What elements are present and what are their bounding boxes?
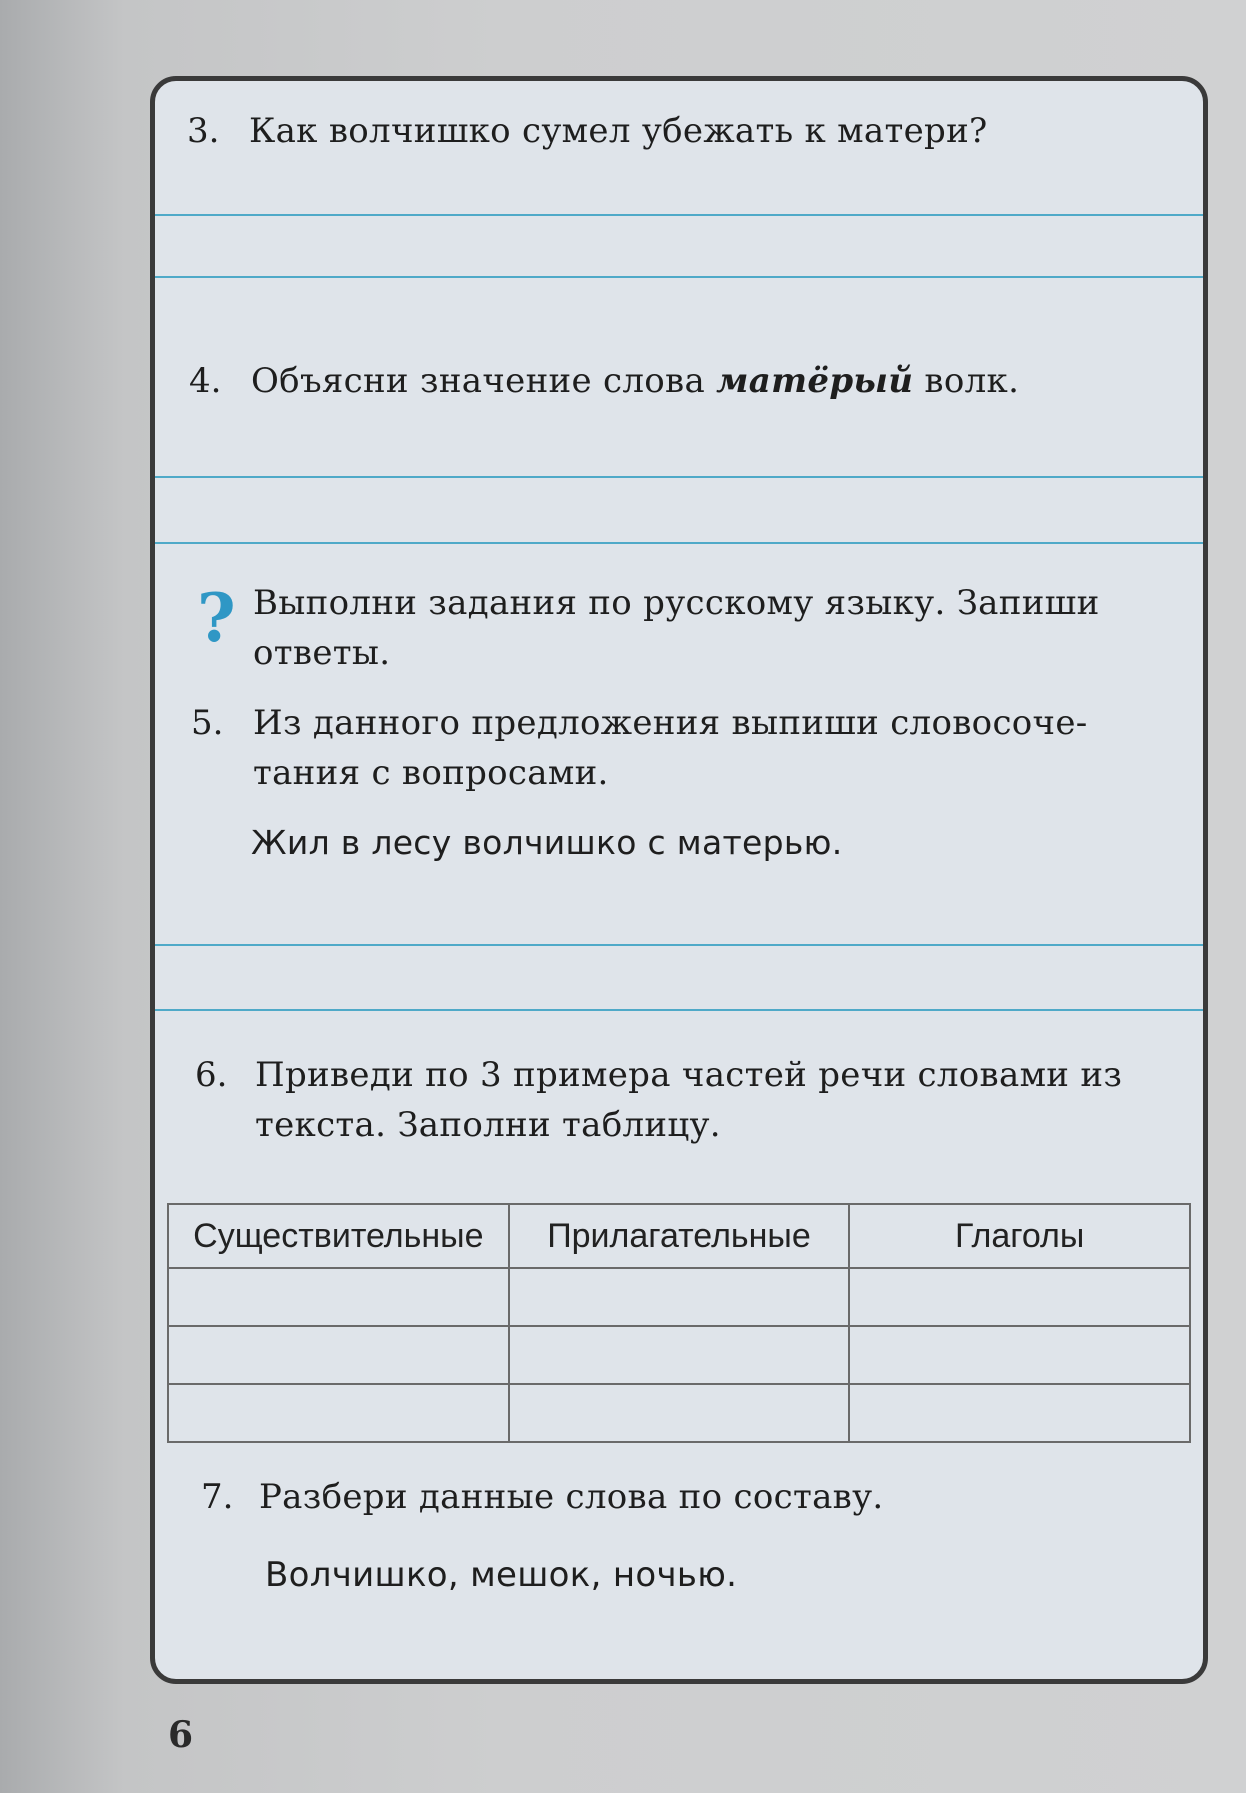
- answer-line[interactable]: [155, 276, 1203, 278]
- answer-line[interactable]: [155, 214, 1203, 216]
- task-7-number: 7.: [201, 1477, 234, 1517]
- table-cell[interactable]: [509, 1326, 850, 1384]
- column-header-adjectives: Прилагательные: [509, 1204, 850, 1268]
- table-cell[interactable]: [168, 1326, 509, 1384]
- task-6-line-2: текста. Заполни таблицу.: [255, 1105, 721, 1145]
- info-line-1: Выполни задания по русскому языку. Запиши: [253, 583, 1100, 623]
- answer-line[interactable]: [155, 944, 1203, 946]
- task-4-text-end: волк.: [913, 361, 1020, 401]
- table-row: [168, 1268, 1190, 1326]
- task-4-emphasized-word: матёрый: [716, 361, 914, 401]
- worksheet-card: [150, 76, 1208, 1684]
- task-6-line-1: Приведи по 3 примера частей речи словами из: [255, 1055, 1123, 1095]
- table-cell[interactable]: [849, 1326, 1190, 1384]
- task-5-line-1: Из данного предложения выпиши словосоче-: [253, 703, 1088, 743]
- task-4-text-start: Объясни значение слова: [251, 361, 717, 401]
- table-cell[interactable]: [849, 1384, 1190, 1442]
- answer-line[interactable]: [155, 542, 1203, 544]
- task-5-line-2: тания с вопросами.: [253, 753, 609, 793]
- info-line-2: ответы.: [253, 633, 391, 673]
- table-cell[interactable]: [509, 1268, 850, 1326]
- task-7-text: Разбери данные слова по составу.: [259, 1477, 884, 1517]
- table-cell[interactable]: [168, 1384, 509, 1442]
- table-cell[interactable]: [168, 1268, 509, 1326]
- task-5-sentence: Жил в лесу волчишко с матерью.: [251, 823, 843, 862]
- task-6-number: 6.: [195, 1055, 228, 1095]
- table-cell[interactable]: [509, 1384, 850, 1442]
- parts-of-speech-table: [167, 1203, 1191, 1443]
- task-3-text: Как волчишко сумел убежать к матери?: [249, 111, 988, 151]
- task-7-words: Волчишко, мешок, ночью.: [265, 1555, 738, 1595]
- table-row: [168, 1326, 1190, 1384]
- column-header-nouns: Существительные: [168, 1204, 509, 1268]
- table-row: [168, 1384, 1190, 1442]
- page-number: 6: [168, 1714, 194, 1756]
- task-4-number: 4.: [189, 361, 222, 401]
- answer-line[interactable]: [155, 1009, 1203, 1011]
- table-cell[interactable]: [849, 1268, 1190, 1326]
- table-header-row: [168, 1204, 1190, 1268]
- task-4-text: [251, 355, 1019, 407]
- column-header-verbs: Глаголы: [849, 1204, 1190, 1268]
- task-3-number: 3.: [187, 111, 220, 151]
- answer-line[interactable]: [155, 476, 1203, 478]
- task-5-number: 5.: [191, 703, 224, 743]
- question-mark-icon: ?: [197, 579, 236, 657]
